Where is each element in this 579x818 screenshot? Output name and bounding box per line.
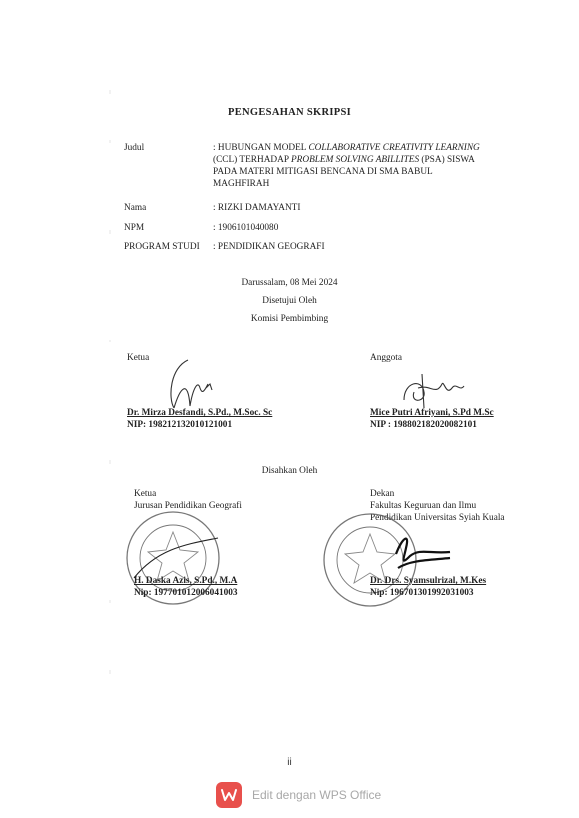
dekan-unit-line-2: Pendidikan Universitas Syiah Kuala	[370, 513, 505, 523]
judul-line-4: MAGHFIRAH	[213, 179, 270, 189]
ketua-nip: NIP: 198212132010121001	[127, 420, 233, 430]
judul-line-1-italic: COLLABORATIVE CREATIVITY LEARNING	[308, 143, 480, 153]
nama-value: : RIZKI DAMAYANTI	[213, 203, 301, 213]
judul-line-2	[213, 154, 475, 166]
nama-label: Nama	[124, 203, 147, 213]
ketua-name: Dr. Mirza Desfandi, S.Pd., M.Soc. Sc	[127, 408, 273, 418]
judul-line-1-prefix: : HUBUNGAN MODEL	[213, 143, 309, 153]
ketua-jurusan-role: Ketua	[134, 489, 157, 499]
judul-line-3: PADA MATERI MITIGASI BENCANA DI SMA BABUL	[213, 167, 433, 177]
dekan-nip: Nip: 196701301992031003	[370, 588, 474, 598]
judul-line-2-italic: PROBLEM SOLVING ABILLITES	[291, 155, 420, 165]
approved-by: Disetujui Oleh	[262, 296, 317, 306]
judul-line-2-suffix: (PSA) SISWA	[419, 155, 475, 165]
dekan-unit-line-1: Fakultas Keguruan dan Ilmu	[370, 501, 477, 511]
judul-label: Judul	[124, 143, 145, 153]
npm-label: NPM	[124, 223, 145, 233]
ketua-jurusan-unit: Jurusan Pendidikan Geografi	[134, 501, 242, 511]
ketua-jurusan-nip: Nip: 197701012006041003	[134, 588, 238, 598]
dekan-name: Dr. Drs. Syamsulrizal, M.Kes	[370, 576, 487, 586]
ratified-by: Disahkan Oleh	[261, 466, 318, 476]
prodi-label: PROGRAM STUDI	[124, 242, 200, 252]
anggota-nip: NIP : 198802182020082101	[370, 420, 477, 430]
judul-line-2-prefix: (CCL) TERHADAP	[213, 155, 291, 165]
place-date: Darussalam, 08 Mei 2024	[241, 278, 338, 288]
wps-logo-icon[interactable]	[216, 782, 242, 808]
ketua-role: Ketua	[127, 353, 150, 363]
ketua-signature	[160, 358, 220, 410]
wps-edit-label[interactable]: Edit dengan WPS Office	[252, 788, 382, 802]
anggota-signature	[400, 370, 470, 410]
wps-edit-banner[interactable]	[216, 782, 381, 808]
ketua-jurusan-name: H. Daska Azis, S.Pd., M.A	[134, 576, 238, 586]
anggota-role: Anggota	[370, 353, 403, 363]
anggota-name: Mice Putri Afriyani, S.Pd M.Sc	[370, 408, 494, 418]
scan-artifact-marks	[108, 80, 112, 700]
dekan-role: Dekan	[370, 489, 395, 499]
scan-artifact	[108, 80, 112, 700]
committee: Komisi Pembimbing	[250, 314, 329, 324]
judul-line-1	[213, 142, 480, 154]
wps-w-glyph-icon	[221, 789, 237, 801]
npm-value: : 1906101040080	[213, 223, 279, 233]
document-title: PENGESAHAN SKRIPSI	[228, 107, 351, 118]
prodi-value: : PENDIDIKAN GEOGRAFI	[213, 242, 325, 252]
page-number: ii	[287, 757, 292, 768]
